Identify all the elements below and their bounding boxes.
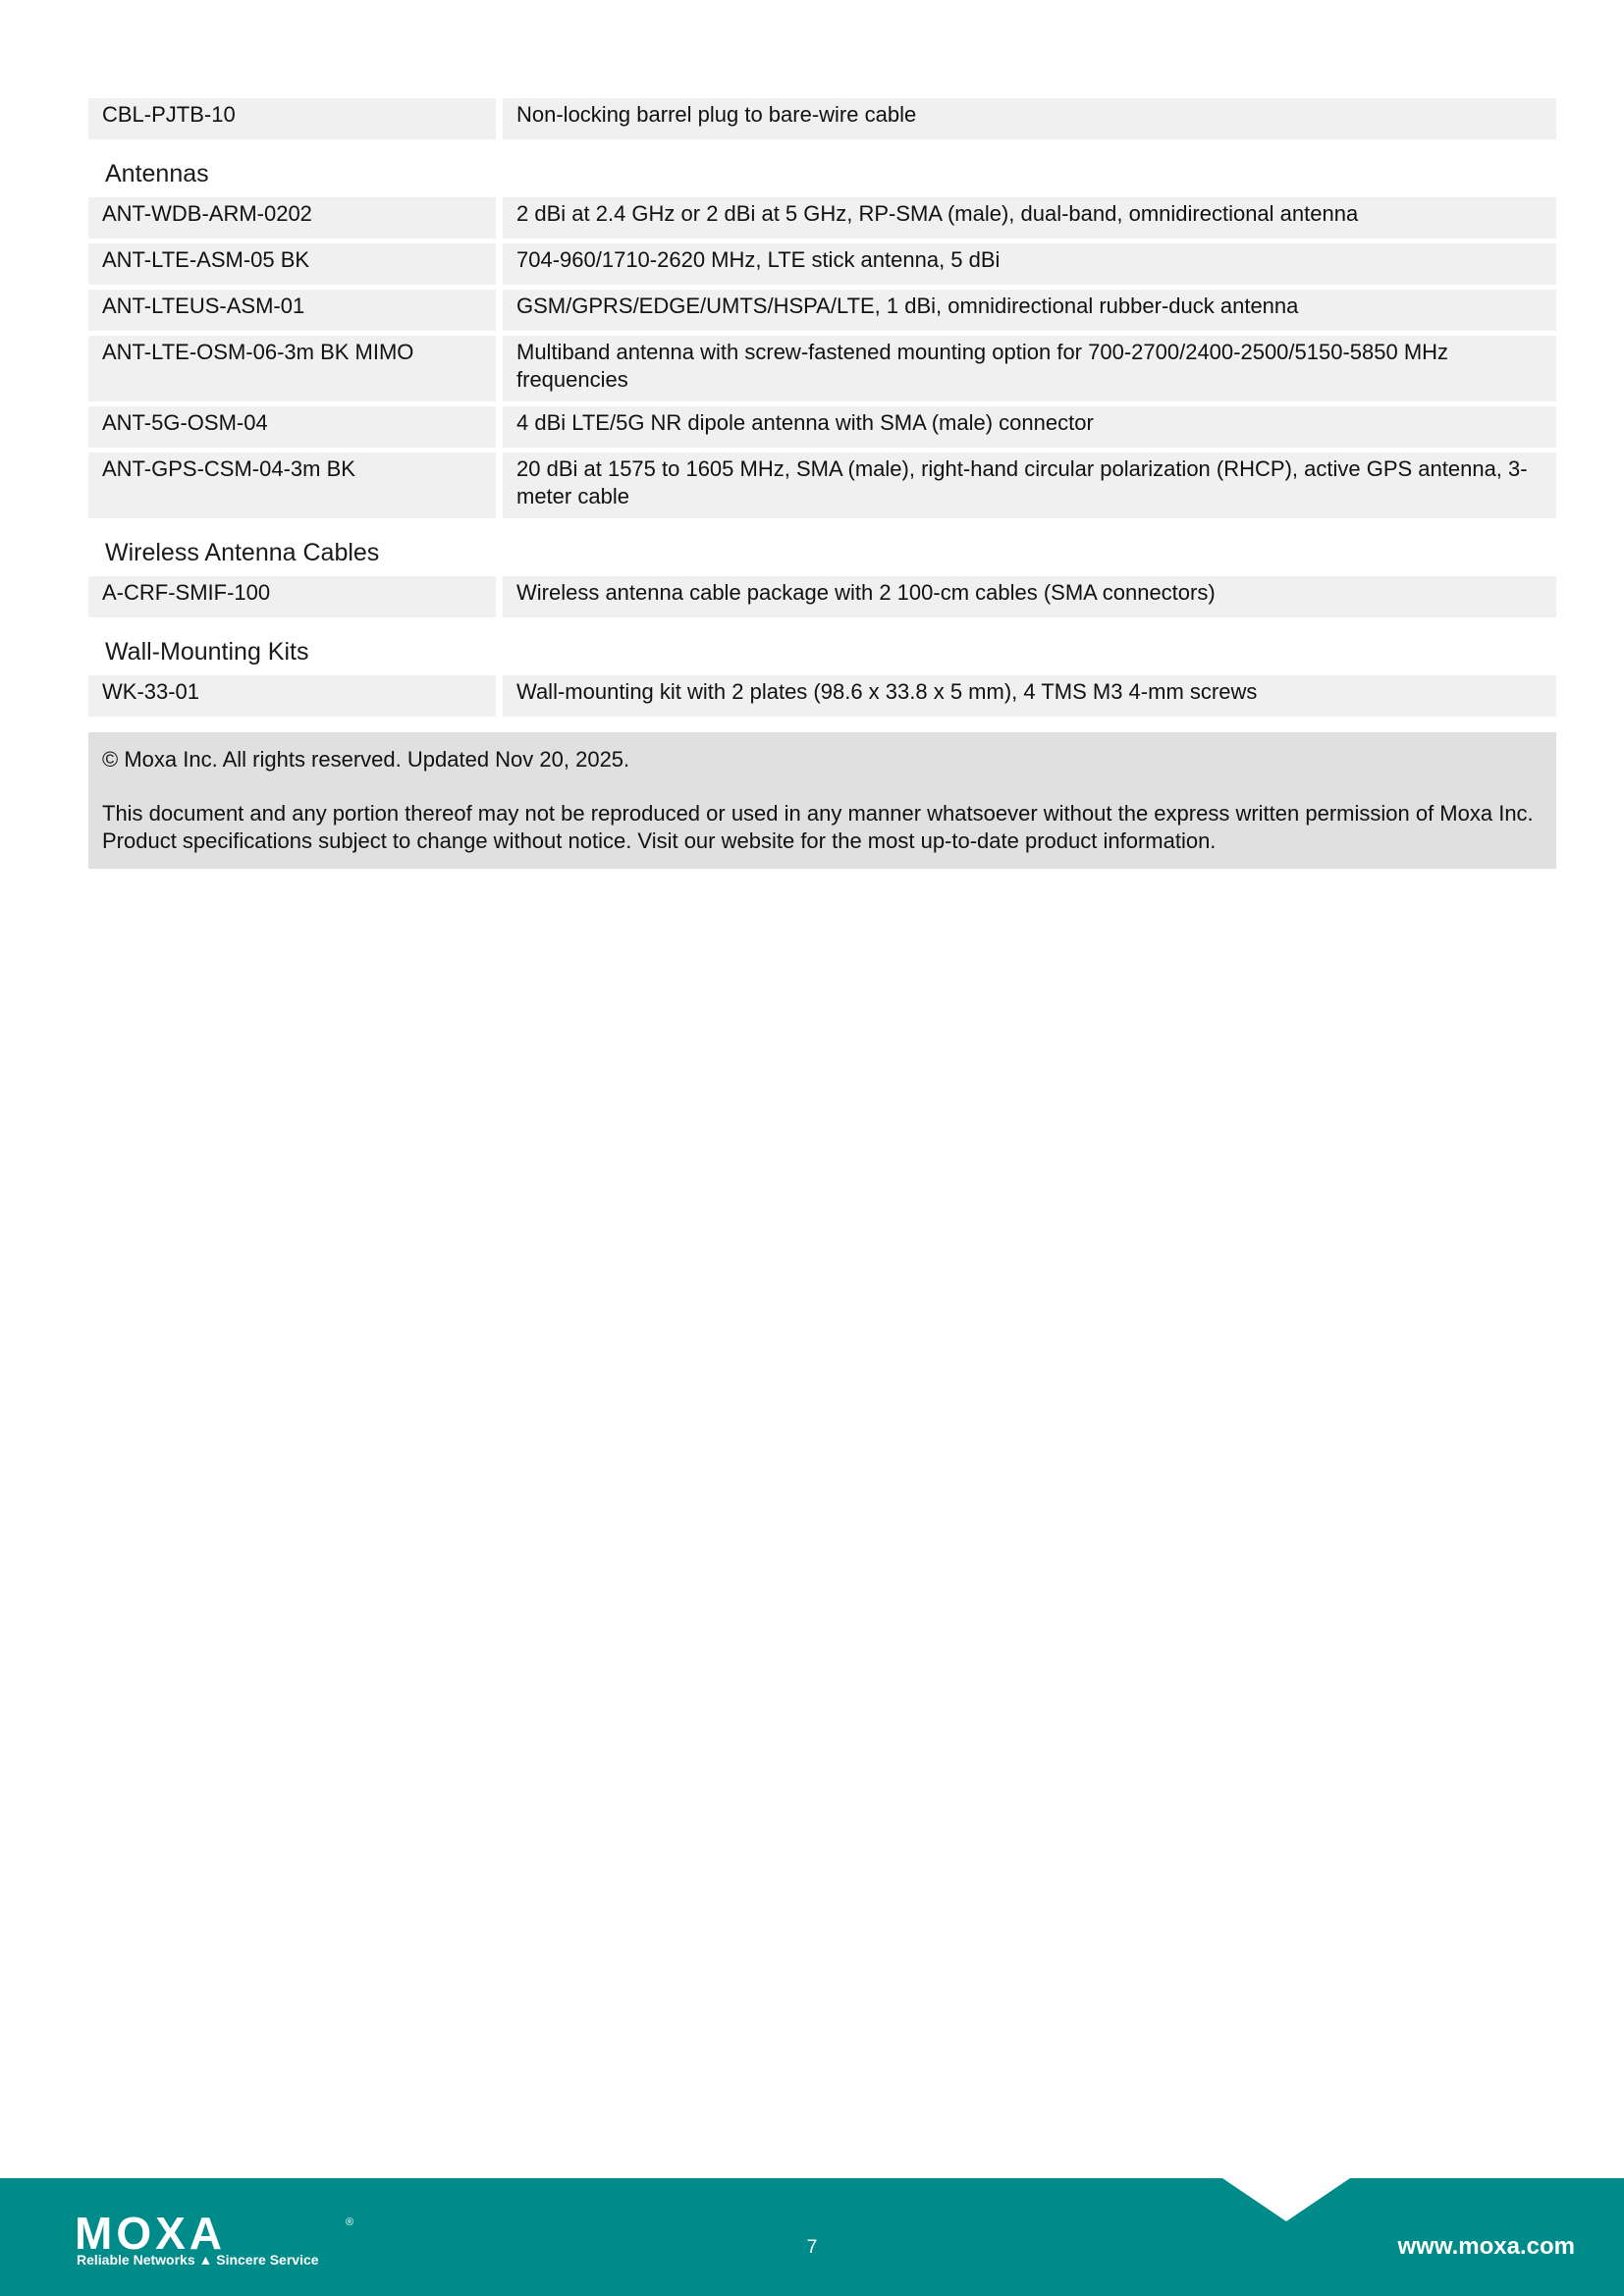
model-name: A-CRF-SMIF-100: [88, 576, 496, 617]
model-name: ANT-LTEUS-ASM-01: [88, 290, 496, 331]
table-row: [88, 290, 1556, 331]
section-wireless-antenna-cables: [88, 532, 1556, 617]
table-row: [88, 453, 1556, 518]
table-row: [88, 243, 1556, 285]
table-row: [88, 336, 1556, 401]
model-name: ANT-GPS-CSM-04-3m BK: [88, 453, 496, 518]
website-url: www.moxa.com: [1397, 2233, 1575, 2260]
model-description: Wireless antenna cable package with 2 100-cm cables (SMA connectors): [503, 576, 1556, 617]
model-description: 2 dBi at 2.4 GHz or 2 dBi at 5 GHz, RP-SMA (male), dual-band, omnidirectional antenna: [503, 197, 1556, 239]
copyright-notice-box: [88, 732, 1556, 869]
section-antennas: [88, 153, 1556, 518]
model-description: Wall-mounting kit with 2 plates (98.6 x 33.8 x 5 mm), 4 TMS M3 4-mm screws: [503, 675, 1556, 717]
model-description: 4 dBi LTE/5G NR dipole antenna with SMA (male) connector: [503, 406, 1556, 448]
table-row: [88, 98, 1556, 139]
model-name: CBL-PJTB-10: [88, 98, 496, 139]
model-name: ANT-LTE-ASM-05 BK: [88, 243, 496, 285]
svg-text:®: ®: [346, 2216, 354, 2228]
section-title-antennas: Antennas: [105, 160, 209, 187]
table-row: [88, 576, 1556, 617]
table-row: [88, 675, 1556, 717]
model-description: 20 dBi at 1575 to 1605 MHz, SMA (male), right-hand circular polarization (RHCP), active GPS antenna, 3-meter cable: [503, 453, 1556, 518]
model-name: ANT-WDB-ARM-0202: [88, 197, 496, 239]
section-wall-mounting-kits: [88, 631, 1556, 717]
logo-tagline: Reliable Networks ▲ Sincere Service: [77, 2252, 319, 2268]
disclaimer-text: This document and any portion thereof may not be reproduced or used in any manner whatsoever without the express written permission of Moxa Inc. Product specifications subject to change without notice. Visit our website for the most up-to-date product information.: [102, 801, 1534, 853]
model-description: GSM/GPRS/EDGE/UMTS/HSPA/LTE, 1 dBi, omnidirectional rubber-duck antenna: [503, 290, 1556, 331]
model-name: WK-33-01: [88, 675, 496, 717]
model-description: Multiband antenna with screw-fastened mounting option for 700-2700/2400-2500/5150-5850 MHz frequencies: [503, 336, 1556, 401]
footer-notch-shape: [1222, 2178, 1350, 2221]
section-title-wall-mounting-kits: Wall-Mounting Kits: [105, 638, 309, 666]
model-name: ANT-LTE-OSM-06-3m BK MIMO: [88, 336, 496, 401]
section-title-wireless-antenna-cables: Wireless Antenna Cables: [105, 539, 380, 566]
table-row: [88, 197, 1556, 239]
model-description: 704-960/1710-2620 MHz, LTE stick antenna, 5 dBi: [503, 243, 1556, 285]
table-row: [88, 406, 1556, 448]
page-number: 7: [806, 2237, 818, 2258]
logo-text: MOXA: [75, 2210, 226, 2259]
model-name: ANT-5G-OSM-04: [88, 406, 496, 448]
model-description: Non-locking barrel plug to bare-wire cable: [503, 98, 1556, 139]
section-cables-continued: [88, 98, 1556, 139]
document-body: [88, 98, 1556, 869]
copyright-text: © Moxa Inc. All rights reserved. Updated Nov 20, 2025.: [102, 747, 630, 772]
page-footer-bar: [0, 2178, 1624, 2296]
